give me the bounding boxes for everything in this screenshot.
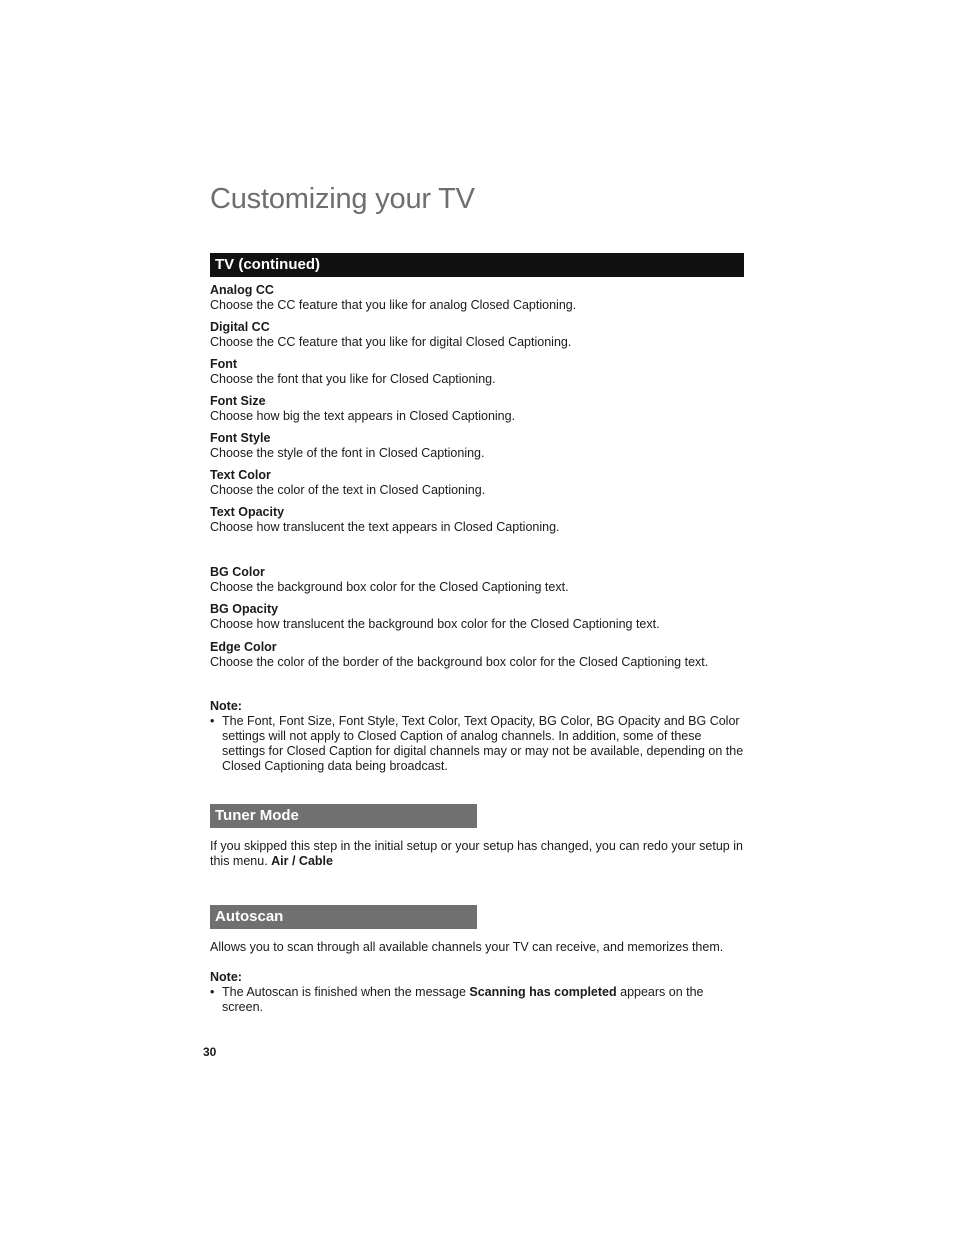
cc-item-font — [210, 357, 750, 387]
tv-note-bullet — [210, 714, 744, 774]
tuner-mode-heading: Tuner Mode — [210, 804, 477, 828]
autoscan-note-message: Scanning has completed — [469, 985, 617, 999]
item-description: Choose the style of the font in Closed Captioning. — [210, 446, 485, 460]
item-description: Choose how translucent the text appears in Closed Captioning. — [210, 520, 560, 534]
cc-item-font-style — [210, 431, 750, 461]
item-term: BG Opacity — [210, 602, 279, 616]
cc-item-text-opacity — [210, 505, 750, 535]
bullet-dot: • — [210, 985, 215, 999]
item-term: Text Color — [210, 468, 271, 482]
autoscan-note-text-before: The Autoscan is finished when the message — [222, 985, 470, 999]
page-title: Customizing your TV — [210, 183, 475, 215]
item-description: Choose the color of the border of the background box color for the Closed Captioning text. — [210, 655, 709, 669]
item-description: Choose the CC feature that you like for digital Closed Captioning. — [210, 335, 572, 349]
cc-item-edge-color — [210, 640, 750, 670]
item-description: Choose how big the text appears in Closed Captioning. — [210, 409, 516, 423]
bullet-dot: • — [210, 714, 215, 728]
item-term: Text Opacity — [210, 505, 285, 519]
cc-item-analog-cc — [210, 283, 750, 313]
item-description: Choose the color of the text in Closed Captioning. — [210, 483, 486, 497]
item-term: Edge Color — [210, 640, 277, 654]
item-term: BG Color — [210, 565, 265, 579]
item-description: Choose the background box color for the Closed Captioning text. — [210, 580, 569, 594]
item-description: Choose the CC feature that you like for analog Closed Captioning. — [210, 298, 577, 312]
item-term: Analog CC — [210, 283, 274, 297]
item-term: Digital CC — [210, 320, 270, 334]
item-description: Choose the font that you like for Closed Captioning. — [210, 372, 496, 386]
cc-item-bg-color — [210, 565, 750, 595]
autoscan-note-label: Note: — [210, 970, 242, 984]
tuner-mode-text — [210, 839, 744, 869]
page-number: 30 — [203, 1045, 217, 1059]
item-term: Font — [210, 357, 238, 371]
cc-item-text-color — [210, 468, 750, 498]
tv-note-text: The Font, Font Size, Font Style, Text Color, Text Opacity, BG Color, BG Opacity and BG Color settings will not apply to Closed Caption of analog channels. In addition, some of these settings for Closed Caption for digital channels may or may not be available, depending on the Closed Captioning data being broadcast. — [222, 714, 744, 773]
autoscan-note-text-after: appears on the screen. — [222, 985, 704, 1014]
tv-note-label: Note: — [210, 699, 242, 713]
item-term: Font Style — [210, 431, 271, 445]
autoscan-note-bullet — [210, 985, 744, 1015]
tuner-mode-description: If you skipped this step in the initial setup or your setup has changed, you can redo your setup in this menu. — [210, 839, 743, 868]
tv-continued-heading: TV (continued) — [210, 253, 744, 277]
item-description: Choose how translucent the background box color for the Closed Captioning text. — [210, 617, 660, 631]
item-term: Font Size — [210, 394, 266, 408]
cc-item-font-size — [210, 394, 750, 424]
cc-item-bg-opacity — [210, 602, 750, 632]
cc-item-digital-cc — [210, 320, 750, 350]
autoscan-text: Allows you to scan through all available channels your TV can receive, and memorizes them. — [210, 940, 724, 954]
autoscan-heading: Autoscan — [210, 905, 477, 929]
tuner-mode-options: Air / Cable — [271, 854, 333, 868]
